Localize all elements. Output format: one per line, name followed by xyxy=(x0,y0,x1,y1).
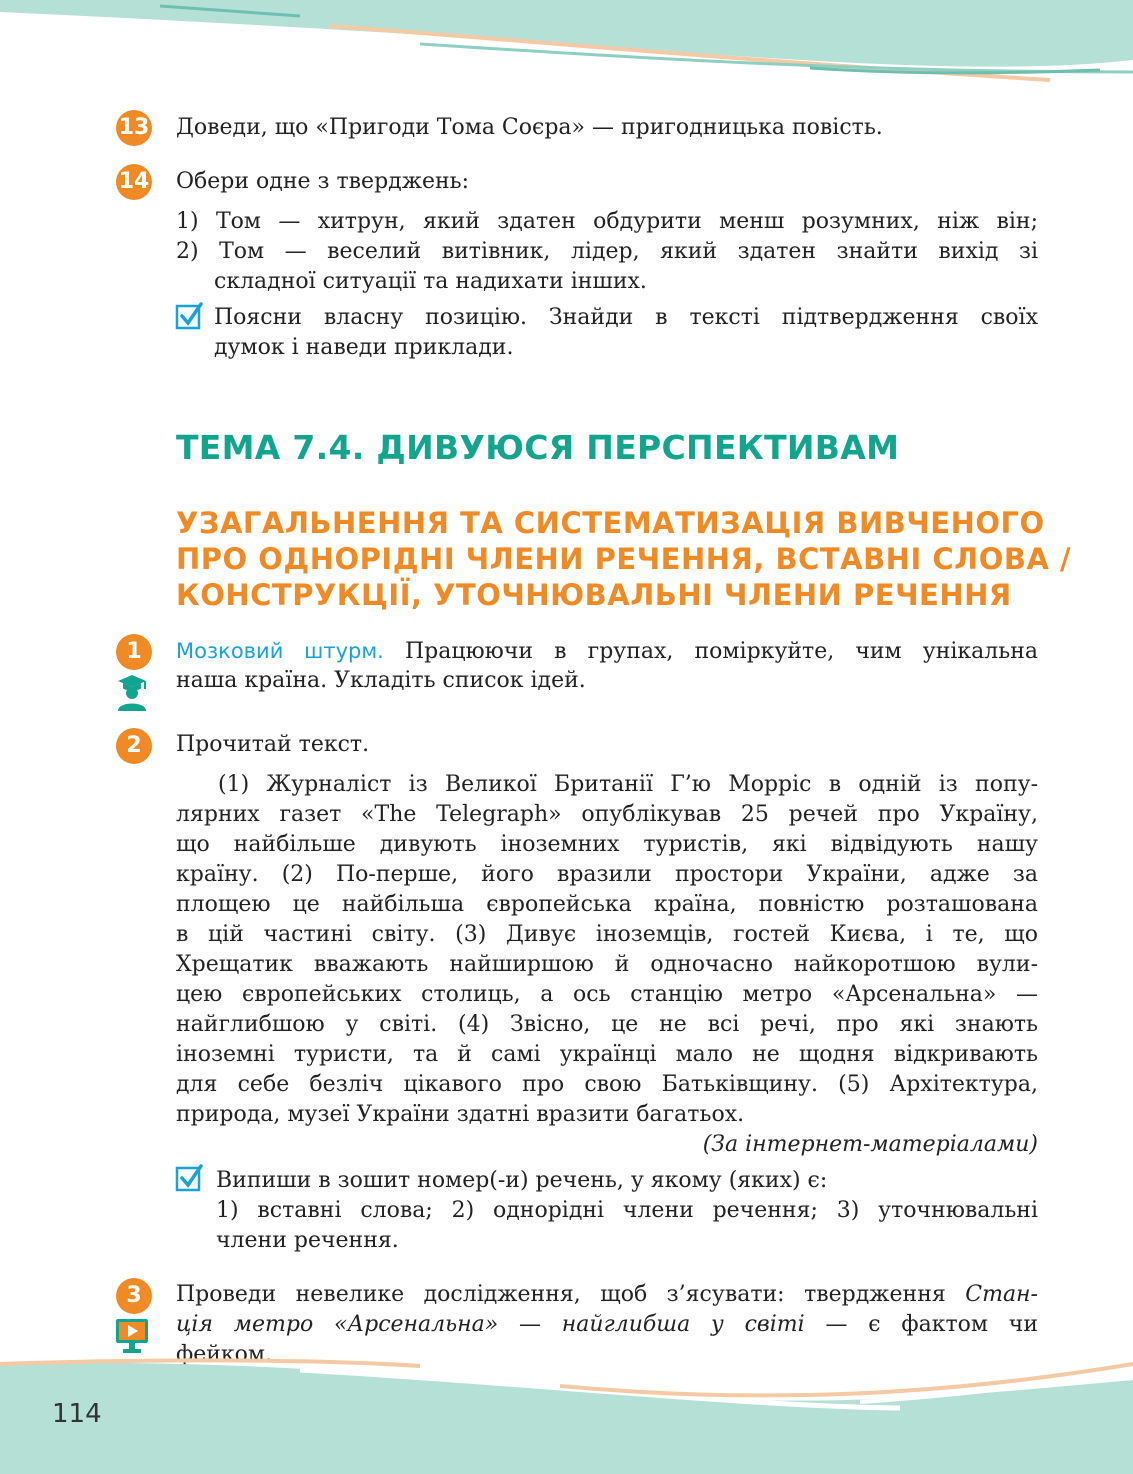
text-line: для себе безліч цікавого про свою Батьківщину. (5) Архітектура, xyxy=(176,1072,1038,1097)
task-2-number: 2 xyxy=(116,728,152,764)
top-decorative-band xyxy=(0,0,1133,100)
task-1-line-1 xyxy=(176,636,1038,667)
task-14-option-2-cont: складної ситуації та надихати інших. xyxy=(214,269,647,294)
task-14-prompt: Обери одне з тверджень: xyxy=(176,169,470,194)
task-3-number: 3 xyxy=(116,1278,152,1314)
task-2-check-line-2: 1) вставні слова; 2) однорідні члени речення; 3) уточнювальні xyxy=(216,1198,1038,1223)
text-line: Хрещатик вважають найширшою й одночасно найкоротшою вули- xyxy=(176,952,1038,977)
text-line: площею це найбільша європейська країна, повністю розташована xyxy=(176,892,1038,917)
text-line: (1) Журналіст із Великої Британії Г’ю Морріс в одній із попу- xyxy=(218,772,1038,797)
task-14-option-2: 2) Том — веселий витівник, лідер, який здатен знайти вихід зі xyxy=(176,239,1038,264)
task-3-line-1-start: Проведи невелике дослідження, щоб з’ясувати: твердження xyxy=(176,1282,966,1307)
task-1-line-2: наша країна. Укладіть список ідей. xyxy=(176,668,586,693)
text-line: цею європейських столиць, а ось станцію метро «Арсенальна» — xyxy=(176,982,1038,1007)
checkbox-icon xyxy=(175,1164,203,1192)
checkbox-icon xyxy=(175,302,203,330)
bottom-decorative-band xyxy=(0,1324,1133,1474)
task-1-number: 1 xyxy=(116,634,152,670)
subheading-line-3: КОНСТРУКЦІЇ, УТОЧНЮВАЛЬНІ ЧЛЕНИ РЕЧЕННЯ xyxy=(176,578,1012,612)
task-1-line-1-rest: Працюючи в групах, поміркуйте, чим унікальна xyxy=(405,639,1038,664)
task-14-option-1: 1) Том — хитрун, який здатен обдурити менш розумних, ніж він; xyxy=(176,209,1038,234)
topic-label: ТЕМА 7.4. xyxy=(176,428,365,467)
task-2-check-line-3: члени речення. xyxy=(216,1228,399,1253)
task-2-check-line-1: Випиши в зошит номер(-и) речень, у якому (яких) є: xyxy=(216,1168,828,1193)
page-number: 114 xyxy=(52,1399,102,1429)
text-line: найглибшою у світі. (4) Звісно, це не всі речі, про які знають xyxy=(176,1012,1038,1037)
task-3-line-3: фейком. xyxy=(176,1342,273,1367)
task-14-check-line-1: Поясни власну позицію. Знайди в тексті підтвердження своїх xyxy=(214,305,1038,330)
topic-heading xyxy=(176,428,899,467)
text-line: іноземні туристи, та й самі українці мало не щодня відкривають xyxy=(176,1042,1038,1067)
text-line: країну. (2) По-перше, його вразили простори України, адже за xyxy=(176,862,1038,887)
task-14-number: 14 xyxy=(116,164,152,200)
task-2-prompt: Прочитай текст. xyxy=(176,732,370,757)
task-13-number: 13 xyxy=(116,110,152,146)
subheading-line-1: УЗАГАЛЬНЕННЯ ТА СИСТЕМАТИЗАЦІЯ ВИВЧЕНОГО xyxy=(176,506,1045,540)
task-3-line-2-rest: — є фактом чи xyxy=(804,1312,1039,1337)
text-line: природа, музеї України здатні вразити багатьох. xyxy=(176,1102,745,1127)
text-line: лярних газет «The Telegraph» опублікував 25 речей про Україну, xyxy=(176,802,1038,827)
topic-title: ДИВУЮСЯ ПЕРСПЕКТИВАМ xyxy=(376,428,900,467)
task-3-line-1 xyxy=(176,1280,1038,1310)
task-3-line-2-italic: ція метро «Арсенальна» — найглибша у світі xyxy=(176,1312,805,1337)
brainstorm-label: Мозковий штурм. xyxy=(176,639,384,663)
subheading-line-2: ПРО ОДНОРІДНІ ЧЛЕНИ РЕЧЕННЯ, ВСТАВНІ СЛОВА / xyxy=(176,542,1072,576)
text-line: що найбільше дивують іноземних туристів, які відвідують нашу xyxy=(176,832,1038,857)
task-13-text: Доведи, що «Пригоди Тома Соєра» — пригодницька повість. xyxy=(176,115,883,140)
source-note: (За інтернет-матеріалами) xyxy=(702,1132,1038,1157)
task-3-line-1-italic: Стан- xyxy=(965,1282,1038,1307)
text-line: в цій частині світу. (3) Дивує іноземців, гостей Києва, і те, що xyxy=(176,922,1038,947)
group-work-icon xyxy=(114,673,150,711)
task-14-check-line-2: думок і наведи приклади. xyxy=(214,335,514,360)
